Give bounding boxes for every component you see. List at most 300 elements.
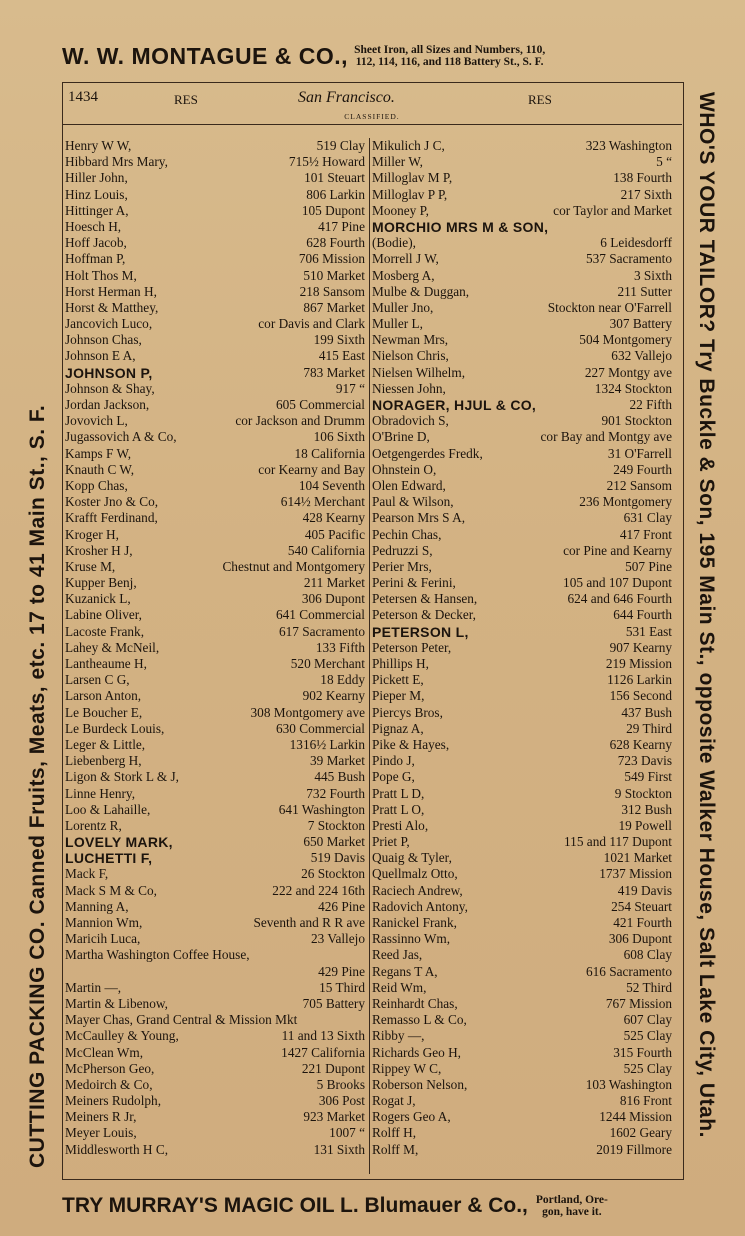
listing-entry (372, 219, 672, 235)
listing-address: 26 Stockton (301, 866, 365, 882)
listing-entry (372, 138, 672, 154)
listing-address: 405 Pacific (304, 526, 365, 542)
listing-name: Meyer Louis, (65, 1125, 137, 1141)
listing-address: 101 Steuart (304, 170, 365, 186)
listing-entry (372, 478, 672, 494)
listing-name: Horst & Matthey, (65, 299, 159, 315)
listing-address: 103 Washington (585, 1076, 672, 1092)
listing-name: Ohnstein O, (372, 461, 437, 477)
listing-name: Rogers Geo A, (372, 1109, 451, 1125)
listing-entry (372, 1012, 672, 1028)
listing-name: Perini & Ferini, (372, 575, 456, 591)
listing-name: Meiners R Jr, (65, 1109, 137, 1125)
listing-name: Kroger H, (65, 526, 119, 542)
listing-address: 211 Market (303, 575, 365, 591)
listing-name: Mannion Wm, (65, 915, 143, 930)
listing-name: Pratt L D, (372, 785, 425, 801)
listing-address: 306 Dupont (301, 591, 365, 607)
listing-address: 907 Kearny (609, 639, 672, 655)
listing-entry (65, 300, 365, 316)
listing-name: Rolff M, (372, 1141, 419, 1157)
listing-name: Piercys Bros, (372, 704, 443, 720)
bottom-ad-detail-line2: gon, have it. (542, 1206, 602, 1218)
listing-entry (372, 203, 672, 219)
listing-entry (372, 802, 672, 818)
listing-name: Priet P, (372, 834, 410, 850)
listing-entry (372, 915, 672, 931)
listing-address: 29 Third (626, 720, 672, 736)
listing-entry (65, 494, 365, 510)
listing-name: Remasso L & Co, (372, 1012, 467, 1028)
listing-address: cor Jackson and Drumm (235, 413, 365, 429)
listing-address: 1007 “ (329, 1125, 365, 1141)
listing-entry (65, 397, 365, 413)
listing-address: 767 Mission (605, 995, 672, 1011)
listing-entry (372, 251, 672, 267)
listing-name: JOHNSON P, (65, 364, 153, 381)
listing-entry (372, 607, 672, 623)
listing-name: Kupper Benj, (65, 575, 137, 591)
listing-entry (372, 154, 672, 170)
header-res-left: RES (174, 92, 198, 107)
listing-address: 519 Davis (310, 850, 365, 866)
listing-address: 308 Montgomery ave (250, 704, 365, 720)
listing-name: Jordan Jackson, (65, 397, 150, 412)
listing-name: Hoff Jacob, (65, 235, 127, 251)
listing-name: Reid Wm, (372, 979, 427, 995)
listing-name: Petersen & Hansen, (372, 591, 478, 607)
listing-address: 1126 Larkin (607, 672, 672, 688)
listing-entry (65, 268, 365, 284)
listing-address: 706 Mission (298, 251, 365, 267)
listing-address: 641 Commercial (276, 607, 365, 623)
listing-address: 902 Kearny (302, 688, 365, 704)
listing-address: 222 and 224 16th (272, 882, 365, 898)
listing-name: Pechin Chas, (372, 526, 442, 542)
listing-address: 39 Market (309, 753, 365, 769)
listing-entry (65, 154, 365, 170)
listing-entry (65, 1077, 365, 1093)
listing-address: 217 Sixth (620, 186, 672, 202)
listing-address: 23 Vallejo (310, 931, 365, 947)
top-ad-detail-line1: Sheet Iron, all Sizes and Numbers, 110, (354, 44, 546, 56)
listing-entry (65, 510, 365, 526)
listing-entry (372, 559, 672, 575)
listing-name: Rassinno Wm, (372, 931, 451, 947)
listing-name: LUCHETTI F, (65, 850, 153, 867)
listing-address: 519 Clay (316, 138, 365, 153)
listing-entry (65, 203, 365, 219)
listing-address: cor Taylor and Market (553, 202, 672, 218)
listing-address: 917 “ (335, 380, 365, 396)
listing-name: Hiller John, (65, 170, 128, 186)
listing-address: 624 and 646 Fourth (567, 591, 672, 607)
listing-entry (372, 883, 672, 899)
listing-address: 608 Clay (623, 947, 672, 963)
listing-address: 323 Washington (585, 138, 672, 153)
listing-entry (372, 899, 672, 915)
listing-address: 1427 California (281, 1044, 365, 1060)
listing-entry (65, 138, 365, 154)
listing-name: Johnson E A, (65, 348, 136, 364)
listing-name: NORAGER, HJUL & CO, (372, 397, 537, 413)
listing-address: 723 Davis (617, 753, 672, 769)
listing-entry (65, 850, 365, 866)
listing-name: Lorentz R, (65, 817, 122, 833)
listing-name: (Bodie), (372, 235, 416, 251)
listing-address: 5 “ (656, 154, 672, 170)
listing-entry (65, 1109, 365, 1125)
listing-address: 104 Seventh (298, 477, 365, 493)
listing-name: Lahey & McNeil, (65, 639, 160, 655)
listing-address: cor Kearny and Bay (258, 461, 365, 477)
listing-name: Ranickel Frank, (372, 915, 457, 930)
listing-address: 15 Third (319, 979, 365, 995)
listing-name: Pearson Mrs S A, (372, 510, 466, 526)
listing-address: 1316½ Larkin (289, 736, 365, 752)
listing-name: O'Brine D, (372, 429, 430, 445)
listing-address: 421 Fourth (613, 915, 672, 930)
listing-address: 133 Fifth (315, 639, 365, 655)
listing-address: 520 Merchant (290, 656, 365, 671)
listing-address: Chestnut and Montgomery (222, 558, 365, 574)
listing-entry (65, 1125, 365, 1141)
listing-name: Maricih Luca, (65, 931, 141, 947)
listing-entry (65, 1012, 365, 1028)
listing-name: Pope G, (372, 769, 415, 785)
listing-entry (372, 850, 672, 866)
listing-name: Rogat J, (372, 1093, 416, 1109)
top-ad-firm: W. W. MONTAGUE & CO., (62, 42, 349, 69)
listing-address: 732 Fourth (306, 785, 365, 801)
listing-entry (372, 527, 672, 543)
listing-entry (372, 834, 672, 850)
listing-entry (372, 235, 672, 251)
listing-entry (65, 575, 365, 591)
listing-name: Milloglav M P, (372, 170, 453, 186)
listing-entry (372, 1109, 672, 1125)
listing-name: Mooney P, (372, 202, 429, 218)
listing-entry (65, 964, 365, 980)
listing-entry (65, 915, 365, 931)
listing-entry (65, 446, 365, 462)
listing-entry (372, 591, 672, 607)
bottom-advertisement (62, 1188, 682, 1224)
listing-address: 641 Washington (278, 801, 365, 817)
listing-address: 211 Sutter (617, 283, 672, 299)
listing-address: 923 Market (303, 1109, 365, 1125)
listing-address: 1602 Geary (609, 1125, 672, 1141)
listing-name: Pratt L O, (372, 801, 425, 817)
listing-address: 9 Stockton (614, 785, 672, 801)
listing-address: 18 California (294, 445, 365, 461)
listing-entry (65, 1045, 365, 1061)
listing-address: 22 Fifth (629, 397, 672, 412)
listing-entry (372, 769, 672, 785)
right-listing-column (372, 138, 672, 1158)
listing-name: Reinhardt Chas, (372, 995, 458, 1011)
listing-name: Pindo J, (372, 753, 415, 769)
header-rule (62, 124, 682, 125)
bottom-ad-main: TRY MURRAY'S MAGIC OIL L. Blumauer & Co., (62, 1194, 528, 1217)
listing-name: Le Boucher E, (65, 704, 143, 720)
listing-address: 19 Powell (618, 817, 672, 833)
listing-address: 3 Sixth (633, 267, 672, 283)
listing-name: Lacoste Frank, (65, 623, 145, 639)
listing-address: 605 Commercial (276, 397, 365, 412)
column-divider (369, 138, 370, 1174)
listing-name: Horst Herman H, (65, 283, 157, 299)
listing-entry (372, 170, 672, 186)
listing-entry (65, 672, 365, 688)
listing-name: Milloglav P P, (372, 186, 448, 202)
listing-name: Knauth C W, (65, 461, 135, 477)
listing-address: cor Davis and Clark (258, 316, 365, 332)
listing-entry (372, 1045, 672, 1061)
listing-address: 312 Bush (621, 801, 672, 817)
listing-entry (372, 1028, 672, 1044)
listing-address: 254 Steuart (611, 898, 672, 914)
listing-name: Jancovich Luco, (65, 316, 153, 332)
left-listing-column (65, 138, 365, 1158)
listing-entry (65, 251, 365, 267)
listing-address: 616 Sacramento (585, 963, 672, 979)
listing-address: 105 and 107 Dupont (563, 575, 672, 591)
listing-name: Niessen John, (372, 380, 446, 396)
listing-entry (372, 575, 672, 591)
listing-address: 18 Eddy (320, 672, 365, 688)
listing-address: 2019 Fillmore (596, 1141, 672, 1157)
listing-address: cor Pine and Kearny (563, 542, 672, 558)
listing-name: Krafft Ferdinand, (65, 510, 158, 526)
listing-entry (65, 769, 365, 785)
listing-address: 315 Fourth (613, 1044, 672, 1060)
listing-name: Olen Edward, (372, 477, 446, 493)
listing-address: 632 Vallejo (611, 348, 672, 364)
listing-address: 105 Dupont (301, 202, 365, 218)
listing-address: 901 Stockton (601, 413, 672, 429)
listing-address: 607 Clay (623, 1012, 672, 1028)
listing-entry (372, 1061, 672, 1077)
listing-entry (65, 802, 365, 818)
page-number: 1434 (68, 89, 98, 105)
listing-name: Miller W, (372, 154, 423, 170)
listing-entry (65, 753, 365, 769)
listing-address: 11 and 13 Sixth (281, 1028, 365, 1044)
header-city: San Francisco. (298, 89, 395, 106)
listing-entry (372, 672, 672, 688)
listing-entry (372, 332, 672, 348)
listing-address: 6 Leidesdorff (600, 235, 672, 251)
listing-address: 628 Fourth (306, 235, 365, 251)
header-res-right: RES (528, 92, 552, 107)
listing-name: Manning A, (65, 898, 129, 914)
listing-address: Seventh and R R ave (253, 915, 365, 930)
listing-address: 1244 Mission (599, 1109, 672, 1125)
listing-address: 445 Bush (314, 769, 365, 785)
listing-entry (372, 413, 672, 429)
listing-entry (372, 996, 672, 1012)
listing-address: 504 Montgomery (579, 332, 672, 348)
listing-name: Larson Anton, (65, 688, 142, 704)
listing-entry (65, 624, 365, 640)
listing-entry (65, 947, 365, 963)
listing-entry (372, 268, 672, 284)
listing-name: McPherson Geo, (65, 1060, 155, 1076)
listing-entry (65, 1028, 365, 1044)
listing-name: Pedruzzi S, (372, 542, 433, 558)
listing-entry (65, 883, 365, 899)
listing-entry (372, 284, 672, 300)
listing-address: 540 California (287, 542, 365, 558)
listing-name: Newman Mrs, (372, 332, 449, 348)
bottom-ad-detail (536, 1194, 608, 1218)
listing-address: 510 Market (303, 267, 365, 283)
classified-label: CLASSIFIED. (344, 112, 400, 121)
listing-address: 525 Clay (623, 1028, 672, 1044)
listing-entry (65, 866, 365, 882)
listing-name: Peterson Peter, (372, 639, 452, 655)
listing-name: Hoffman P, (65, 251, 126, 267)
listing-name: Radovich Antony, (372, 898, 468, 914)
listing-name: Obradovich S, (372, 413, 449, 429)
listing-address: 106 Sixth (313, 429, 365, 445)
listing-entry (65, 462, 365, 478)
listing-address: 219 Mission (605, 656, 672, 671)
listing-entry (65, 284, 365, 300)
listing-address: 306 Post (318, 1093, 365, 1109)
listing-address: 426 Pine (318, 898, 365, 914)
listing-name: PETERSON L, (372, 623, 469, 640)
listing-entry (372, 462, 672, 478)
listing-address: 650 Market (303, 834, 365, 850)
listing-entry (65, 170, 365, 186)
listing-address: 221 Dupont (301, 1060, 365, 1076)
listing-entry (65, 688, 365, 704)
listing-entry (372, 688, 672, 704)
listing-name: Pieper M, (372, 688, 425, 704)
listing-entry (65, 1061, 365, 1077)
listing-name: Lantheaume H, (65, 656, 147, 671)
listing-entry (372, 381, 672, 397)
listing-entry (372, 866, 672, 882)
listing-name: Mayer Chas, Grand Central & Mission Mkt (65, 1012, 298, 1028)
listing-name: Oetgengerdes Fredk, (372, 445, 483, 461)
listing-address: 867 Market (303, 299, 365, 315)
listing-address: 306 Dupont (608, 931, 672, 947)
listing-address: 628 Kearny (609, 736, 672, 752)
listing-entry (65, 786, 365, 802)
listing-name: LOVELY MARK, (65, 834, 173, 851)
listing-entry (372, 980, 672, 996)
listing-name: Hittinger A, (65, 202, 129, 218)
listing-name: Larsen C G, (65, 672, 130, 688)
listing-name: Kamps F W, (65, 445, 132, 461)
listing-name: Regans T A, (372, 963, 438, 979)
listing-address: Stockton near O'Farrell (547, 299, 672, 315)
listing-name: Jovovich L, (65, 413, 128, 429)
listing-name: Mikulich J C, (372, 138, 445, 153)
listing-entry (372, 947, 672, 963)
listing-name: Martin & Libenow, (65, 995, 168, 1011)
listing-name: Presti Alo, (372, 817, 429, 833)
listing-entry (372, 446, 672, 462)
listing-name: Perier Mrs, (372, 558, 432, 574)
right-margin-advertisement: WHO'S YOUR TAILOR? Try Buckle & Son, 195 Main St., opposite Walker House, Salt Lake City, Utah. (695, 92, 718, 1138)
listing-address: 227 Montgy ave (584, 364, 672, 380)
listing-address: 549 First (624, 769, 672, 785)
listing-name: Pickett E, (372, 672, 424, 688)
listing-name: Nielson Chris, (372, 348, 449, 364)
listing-address: 531 East (625, 623, 672, 639)
listing-name: Mulbe & Duggan, (372, 283, 470, 299)
listing-name: Muller L, (372, 316, 423, 332)
listing-name: Jugassovich A & Co, (65, 429, 177, 445)
listing-name: Martha Washington Coffee House, (65, 947, 250, 963)
listing-address: 7 Stockton (307, 817, 365, 833)
listing-entry (65, 818, 365, 834)
listing-entry (372, 818, 672, 834)
listing-name: Roberson Nelson, (372, 1076, 468, 1092)
listing-name: Johnson Chas, (65, 332, 142, 348)
listing-address: 115 and 117 Dupont (564, 834, 672, 850)
listing-address: cor Bay and Montgy ave (540, 429, 672, 445)
listing-name: McClean Wm, (65, 1044, 144, 1060)
listing-entry (372, 397, 672, 413)
listing-entry (65, 737, 365, 753)
listing-address: 816 Front (619, 1093, 672, 1109)
listing-address: 31 O'Farrell (607, 445, 672, 461)
listing-address: 307 Battery (609, 316, 672, 332)
listing-address: 537 Sacramento (585, 251, 672, 267)
listing-entry (372, 705, 672, 721)
listing-address: 705 Battery (302, 995, 365, 1011)
listing-entry (65, 332, 365, 348)
listing-address: 417 Front (619, 526, 672, 542)
listing-entry (65, 429, 365, 445)
listing-entry (372, 316, 672, 332)
listing-entry (65, 348, 365, 364)
listing-address: 715½ Howard (288, 154, 365, 170)
listing-address: 617 Sacramento (278, 623, 365, 639)
listing-address: 131 Sixth (313, 1141, 365, 1157)
listing-name: Pike & Hayes, (372, 736, 450, 752)
listing-entry (65, 656, 365, 672)
listing-name: Quellmalz Otto, (372, 866, 458, 882)
listing-name: Raciech Andrew, (372, 882, 463, 898)
listing-entry (65, 187, 365, 203)
listing-address: 631 Clay (623, 510, 672, 526)
listing-name: Kuzanick L, (65, 591, 131, 607)
listing-name: Peterson & Decker, (372, 607, 476, 623)
listing-name: Labine Oliver, (65, 607, 143, 623)
listing-name: Holt Thos M, (65, 267, 137, 283)
top-ad-detail-line2: 112, 114, 116, and 118 Battery St., S. F. (355, 56, 544, 68)
listing-entry (372, 640, 672, 656)
listing-entry (372, 624, 672, 640)
listing-entry (372, 786, 672, 802)
listing-entry (372, 494, 672, 510)
listing-address: 1021 Market (603, 850, 672, 866)
listing-entry (65, 381, 365, 397)
listing-name: Ligon & Stork L & J, (65, 769, 180, 785)
listing-name: Mack F, (65, 866, 109, 882)
listing-name: Koster Jno & Co, (65, 494, 159, 510)
listing-name: Nielsen Wilhelm, (372, 364, 466, 380)
listing-address: 428 Kearny (302, 510, 365, 526)
listing-name: Ribby —, (372, 1028, 425, 1044)
listing-address: 199 Sixth (313, 332, 365, 348)
